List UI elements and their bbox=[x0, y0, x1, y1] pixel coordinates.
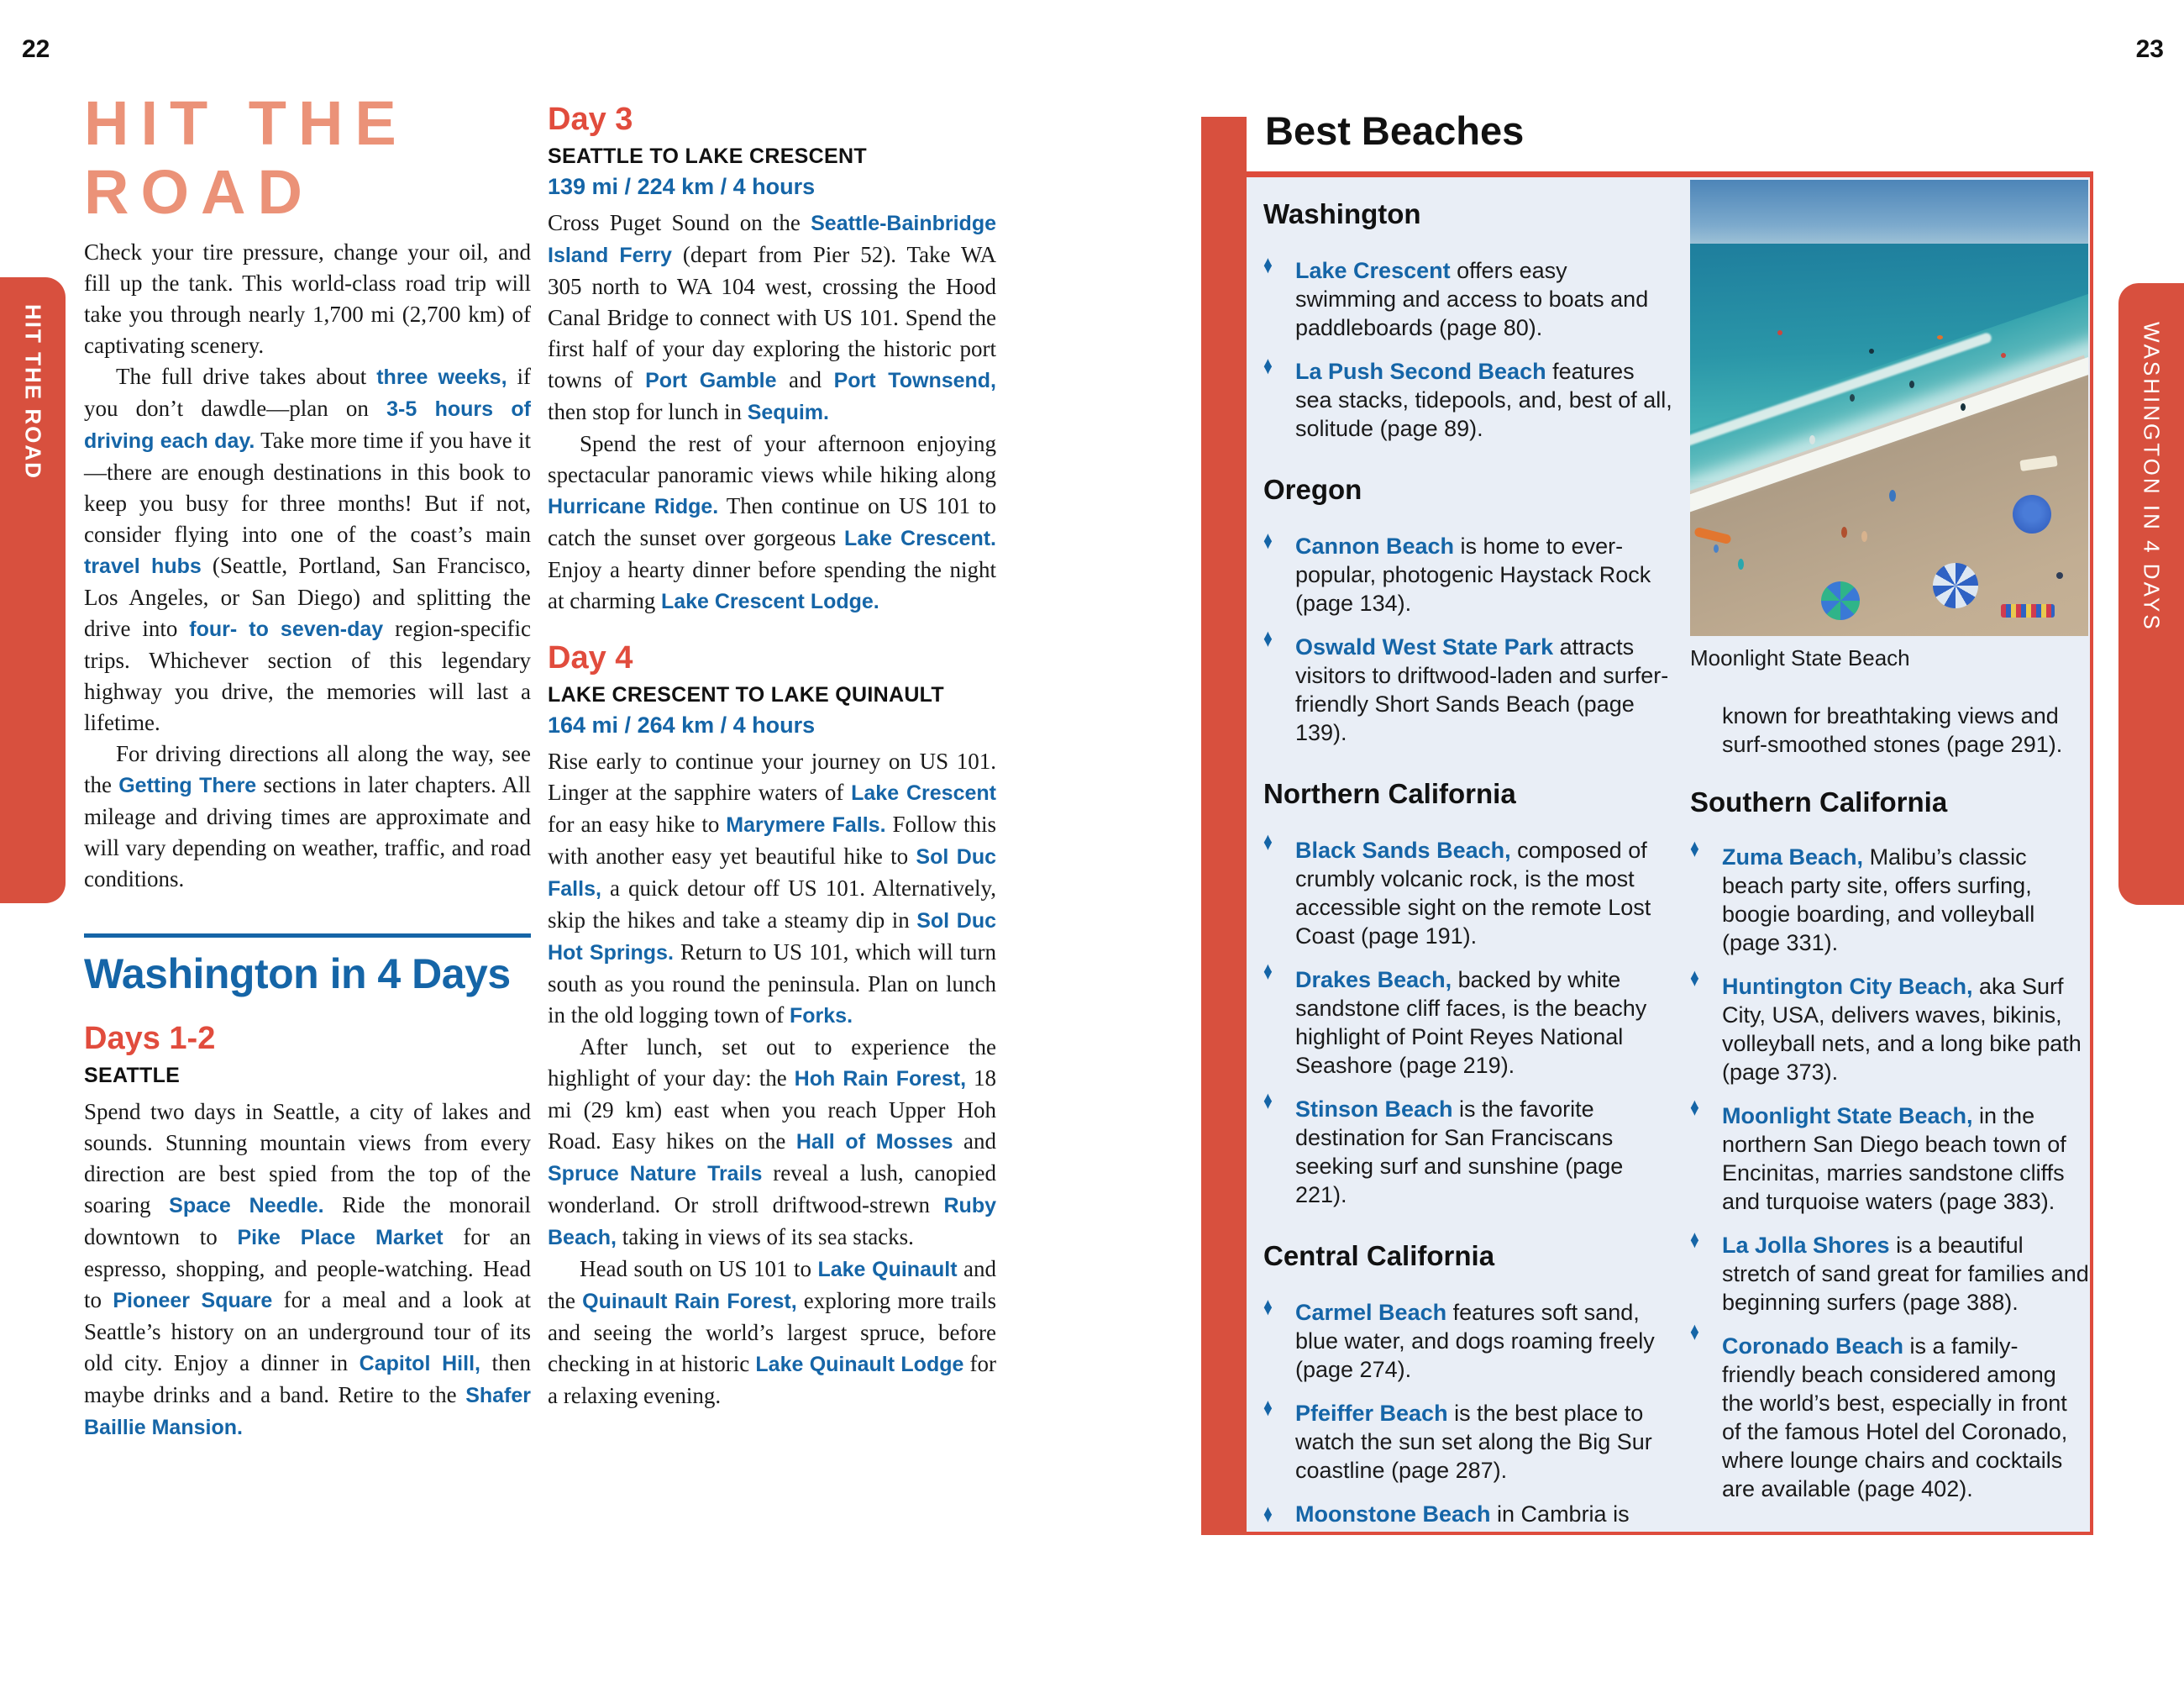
body-text: for a meal and a look at Seattle’s history on an underground tour of its old city. Enjoy a dinner in bbox=[84, 1287, 531, 1375]
beach-name: Cannon Beach bbox=[1295, 534, 1455, 559]
diamond-bullet-icon: ♦ bbox=[1690, 834, 1699, 863]
highlight-text: Space Needle. bbox=[169, 1194, 324, 1217]
beach-item bbox=[1690, 1225, 2090, 1317]
body-text: (depart from Pier 52). Take WA 305 north to WA 104 west, crossing the Hood Canal Bridge to connect with US 101. Spend the first half of your day exploring the historic port towns of bbox=[548, 242, 996, 392]
beach-name: Lake Crescent bbox=[1295, 258, 1451, 283]
body-text: then stop for lunch in bbox=[548, 399, 748, 424]
diamond-bullet-icon: ♦ bbox=[1263, 828, 1273, 856]
day-3-paragraph-2 bbox=[548, 429, 996, 618]
beach-name: Moonstone Beach bbox=[1295, 1501, 1491, 1527]
section-tab-right-label: WASHINGTON IN 4 DAYS bbox=[2139, 322, 2165, 632]
day-4-subhead: LAKE CRESCENT TO LAKE QUINAULT bbox=[548, 683, 944, 707]
body-text: Check your tire pressure, change your oil, and fill up the tank. This world-class road trip will take you through nearly 1,700 mi (2,700 km) of captivating scenery. bbox=[84, 239, 531, 358]
day-3-label: Day 3 bbox=[548, 102, 633, 137]
highlight-text: Pike Place Market bbox=[237, 1226, 444, 1249]
body-text: then maybe drinks and a band. Retire to the bbox=[84, 1350, 531, 1407]
highlight-text: Quinault Rain Forest, bbox=[582, 1290, 797, 1313]
body-text: The full drive takes about bbox=[116, 364, 377, 389]
body-text: Follow this with another easy yet beautiful hike to bbox=[548, 812, 996, 869]
body-text: a quick detour off US 101. Alternatively, skip the hikes and take a steamy dip in bbox=[548, 875, 996, 933]
days-1-2-paragraph bbox=[84, 1096, 531, 1443]
oregon-beach-list bbox=[1263, 526, 1673, 747]
beach-item-text: La Push Second Beach features sea stacks, tidepools, and, best of all, solitude (page 89). bbox=[1295, 359, 1672, 441]
beach-item bbox=[1263, 624, 1673, 747]
body-text: and bbox=[776, 367, 834, 392]
highlight-text: Ruby Beach, bbox=[548, 1194, 996, 1249]
body-text: reveal a lush, canopied wonderland. Or stroll driftwood-strewn bbox=[548, 1160, 996, 1217]
region-heading-central-california: Central California bbox=[1263, 1240, 1495, 1271]
highlight-text: Lake Quinault Lodge bbox=[755, 1353, 964, 1376]
region-heading-southern-california: Southern California bbox=[1690, 786, 1948, 818]
best-beaches-title: Best Beaches bbox=[1265, 108, 1525, 153]
highlight-text: Sol Duc Hot Springs. bbox=[548, 909, 996, 965]
beach-name: Drakes Beach, bbox=[1295, 967, 1452, 992]
highlight-text: three weeks, bbox=[376, 365, 507, 389]
section-tab-washington-in-4-days bbox=[2118, 283, 2184, 905]
body-text: for a relaxing evening. bbox=[548, 1351, 996, 1408]
beach-item-text: Zuma Beach, Malibu’s classic beach party site, offers surfing, boogie boarding, and volleyball (page 331). bbox=[1722, 844, 2035, 955]
best-beaches-box bbox=[1247, 177, 2093, 1535]
diamond-bullet-icon: ♦ bbox=[1263, 1086, 1273, 1115]
region-heading-washington: Washington bbox=[1263, 198, 1421, 229]
diamond-bullet-icon: ♦ bbox=[1263, 351, 1273, 380]
diamond-bullet-icon: ♦ bbox=[1690, 964, 1699, 992]
southern-california-beach-list bbox=[1690, 834, 2090, 1503]
beach-name: Stinson Beach bbox=[1295, 1096, 1453, 1122]
highlight-text: Capitol Hill, bbox=[359, 1352, 480, 1375]
body-text: Enjoy a hearty dinner before spending the night at charming bbox=[548, 557, 996, 613]
body-text: exploring more trails and seeing the world’s largest spruce, before checking in at historic bbox=[548, 1288, 996, 1376]
diamond-bullet-icon: ♦ bbox=[1690, 1225, 1699, 1254]
photo-caption: Moonlight State Beach bbox=[1690, 645, 1910, 670]
diamond-bullet-icon: ♦ bbox=[1263, 250, 1273, 279]
body-text: Then continue on US 101 to catch the sunset over gorgeous bbox=[548, 493, 996, 550]
days-1-2-subhead: SEATTLE bbox=[84, 1064, 181, 1087]
intro-paragraph-1 bbox=[84, 237, 531, 361]
blue-umbrella-icon bbox=[2013, 495, 2051, 534]
section-tab-left-label: HIT THE ROAD bbox=[20, 304, 46, 480]
body-text: and the bbox=[548, 1256, 997, 1313]
highlight-text: Shafer Baillie Mansion. bbox=[84, 1384, 531, 1439]
beach-name: Zuma Beach, bbox=[1722, 844, 1864, 870]
day-4-paragraph-2 bbox=[548, 1032, 996, 1254]
beach-item bbox=[1263, 1393, 1673, 1485]
beach-item bbox=[1263, 526, 1673, 618]
region-heading-oregon: Oregon bbox=[1263, 474, 1362, 505]
highlight-text: travel hubs bbox=[84, 555, 202, 578]
beach-name: Moonlight State Beach, bbox=[1722, 1103, 1973, 1128]
beach-name: Coronado Beach bbox=[1722, 1333, 1904, 1359]
day-4-label: Day 4 bbox=[548, 640, 633, 676]
diamond-bullet-icon: ♦ bbox=[1263, 526, 1273, 555]
beach-item-text: Lake Crescent offers easy swimming and access to boats and paddleboards (page 80). bbox=[1295, 258, 1649, 340]
body-text: Head south on US 101 to bbox=[580, 1256, 818, 1281]
beach-item-text: Moonlight State Beach, in the northern San Diego beach town of Encinitas, marries sandstone cliffs and turquoise waters (page 383). bbox=[1722, 1103, 2066, 1214]
beach-item-text: Huntington City Beach, aka Surf City, USA, delivers waves, bikinis, volleyball nets, and a long bike path (page 373). bbox=[1722, 974, 2082, 1085]
day-4-distance: 164 mi / 264 km / 4 hours bbox=[548, 712, 816, 738]
beach-item-text: Cannon Beach is home to ever-popular, photogenic Haystack Rock (page 134). bbox=[1295, 534, 1651, 616]
beach-item bbox=[1263, 957, 1673, 1080]
highlight-text: Spruce Nature Trails bbox=[548, 1162, 763, 1186]
intro-paragraph-3 bbox=[84, 739, 531, 895]
beach-item bbox=[1263, 250, 1673, 342]
itinerary-title: Washington in 4 Days bbox=[84, 950, 511, 997]
beach-item bbox=[1263, 1086, 1673, 1209]
beach-item-text: Black Sands Beach, composed of crumbly volcanic rock, is the most accessible sight on the remote Lost Coast (page 191). bbox=[1295, 838, 1651, 949]
beach-item bbox=[1690, 964, 2090, 1086]
moonstone-beach-continuation: known for breathtaking views and surf-smoothed stones (page 291). bbox=[1722, 703, 2063, 757]
box-accent-bar bbox=[1201, 117, 1247, 1535]
beach-item bbox=[1690, 1093, 2090, 1216]
day-3-paragraph-1 bbox=[548, 208, 996, 429]
beach-item-text: Oswald West State Park attracts visitors to driftwood-laden and surfer-friendly Short Sands Beach (page 139). bbox=[1295, 634, 1669, 745]
body-text: After lunch, set out to experience the highlight of your day: the bbox=[548, 1034, 996, 1091]
body-text: and bbox=[953, 1128, 996, 1154]
beach-photo bbox=[1690, 180, 2088, 636]
green-umbrella-icon bbox=[1821, 581, 1860, 620]
beach-name: La Jolla Shores bbox=[1722, 1233, 1890, 1258]
body-text: 18 mi (29 km) east when you reach Upper Hoh Road. Easy hikes on the bbox=[548, 1065, 997, 1154]
beach-item bbox=[1690, 834, 2090, 957]
beach-name: Carmel Beach bbox=[1295, 1300, 1447, 1325]
beach-item bbox=[1263, 351, 1673, 443]
highlight-text: Forks. bbox=[789, 1004, 853, 1028]
day-4-paragraph-3 bbox=[548, 1254, 996, 1412]
beach-item bbox=[1263, 1292, 1673, 1384]
body-text: Cross Puget Sound on the bbox=[548, 210, 811, 235]
days-1-2-label: Days 1-2 bbox=[84, 1021, 216, 1056]
diamond-bullet-icon: ♦ bbox=[1263, 624, 1273, 653]
chapter-title bbox=[84, 89, 408, 227]
beach-name: Pfeiffer Beach bbox=[1295, 1401, 1448, 1426]
chapter-title-line2: ROAD bbox=[84, 157, 314, 227]
beaches-column-left bbox=[1263, 199, 1673, 1528]
body-text: for an espresso, shopping, and people-watching. Head to bbox=[84, 1224, 532, 1312]
body-text: sections in later chapters. All mileage and driving times are approximate and will vary depending on weather, traffic, and road conditions. bbox=[84, 772, 531, 891]
body-text: (Seattle, Portland, San Francisco, Los Angeles, or San Diego) and splitting the drive into bbox=[84, 553, 531, 641]
beach-item bbox=[1263, 1500, 1673, 1528]
body-text: for an easy hike to bbox=[548, 812, 727, 837]
highlight-text: Lake Quinault bbox=[817, 1258, 958, 1281]
region-heading-northern-california: Northern California bbox=[1263, 778, 1516, 809]
beach-name: Oswald West State Park bbox=[1295, 634, 1554, 660]
highlight-text: Sol Duc Falls, bbox=[548, 845, 996, 901]
day-3-distance: 139 mi / 224 km / 4 hours bbox=[548, 174, 816, 199]
highlight-text: 3-5 hours of driving each day. bbox=[84, 397, 531, 453]
highlight-text: Port Townsend, bbox=[833, 369, 997, 392]
photo-sky bbox=[1690, 180, 2088, 244]
highlight-text: Sequim. bbox=[747, 401, 829, 424]
beach-item-text: Stinson Beach is the favorite destination for San Franciscans seeking surf and sunshine (page 221). bbox=[1295, 1096, 1624, 1207]
beach-name: La Push Second Beach bbox=[1295, 359, 1546, 384]
washington-beach-list bbox=[1263, 250, 1673, 443]
left-page-column-2 bbox=[548, 103, 996, 1412]
intro-paragraph-2 bbox=[84, 361, 531, 739]
diamond-bullet-icon: ♦ bbox=[1690, 1093, 1699, 1122]
body-text: taking in views of its sea stacks. bbox=[616, 1224, 914, 1249]
highlight-text: Hurricane Ridge. bbox=[548, 495, 719, 518]
section-tab-hit-the-road bbox=[0, 277, 66, 903]
highlight-text: Hoh Rain Forest, bbox=[794, 1067, 967, 1091]
day-3-subhead: SEATTLE TO LAKE CRESCENT bbox=[548, 145, 867, 168]
body-text: region-specific trips. Whichever section of this legendary highway you drive, the memories will last a lifetime. bbox=[84, 616, 532, 735]
box-title-rule bbox=[1247, 171, 2093, 177]
body-text: Spend the rest of your afternoon enjoying spectacular panoramic views while hiking along bbox=[548, 431, 996, 487]
beach-name: Black Sands Beach, bbox=[1295, 838, 1511, 863]
body-text: Take more time if you have it—there are enough destinations in this book to keep you busy for three months! But if not, consider flying into one of the coast’s main bbox=[84, 428, 532, 547]
highlight-text: four- to seven-day bbox=[189, 618, 384, 641]
patterned-umbrella-icon bbox=[1933, 563, 1978, 608]
beach-item-text: Carmel Beach features soft sand, blue water, and dogs roaming freely (page 274). bbox=[1295, 1300, 1655, 1382]
page-number-left: 22 bbox=[22, 35, 50, 63]
body-text: For driving directions all along the way, see the bbox=[84, 741, 531, 797]
highlight-text: Marymere Falls. bbox=[726, 813, 886, 837]
beach-item-text: Drakes Beach, backed by white sandstone cliff faces, is the beachy highlight of Point Reyes National Seashore (page 219). bbox=[1295, 967, 1647, 1078]
diamond-bullet-icon: ♦ bbox=[1263, 1393, 1273, 1422]
body-text: Spend two days in Seattle, a city of lakes and sounds. Stunning mountain views from every direction are best spied from the top of the soaring bbox=[84, 1099, 531, 1217]
highlight-text: Lake Crescent. bbox=[844, 527, 996, 550]
day-4-paragraph-1 bbox=[548, 746, 996, 1032]
body-text: Ride the monorail downtown to bbox=[84, 1192, 531, 1249]
highlight-text: Hall of Mosses bbox=[795, 1130, 953, 1154]
diamond-bullet-icon: ♦ bbox=[1690, 1317, 1699, 1346]
diamond-bullet-icon: ♦ bbox=[1263, 1292, 1273, 1321]
beach-item bbox=[1690, 1317, 2090, 1503]
body-text: if you don’t dawdle—plan on bbox=[84, 364, 532, 421]
beach-item-text: Pfeiffer Beach is the best place to watch the sun set along the Big Sur coastline (page 287). bbox=[1295, 1401, 1652, 1483]
highlight-text: Port Gamble bbox=[645, 369, 777, 392]
highlight-text: Lake Crescent bbox=[851, 781, 996, 805]
page-number-right: 23 bbox=[2135, 35, 2164, 63]
body-text: Rise early to continue your journey on US 101. Linger at the sapphire waters of bbox=[548, 749, 996, 805]
central-california-beach-list bbox=[1263, 1292, 1673, 1528]
striped-towel-icon bbox=[2001, 604, 2055, 618]
beach-item-text: Moonstone Beach in Cambria is bbox=[1295, 1501, 1630, 1527]
highlight-text: Seattle-Bainbridge Island Ferry bbox=[548, 212, 996, 267]
highlight-text: Pioneer Square bbox=[113, 1289, 273, 1312]
beach-item-text: La Jolla Shores is a beautiful stretch of sand great for families and beginning surfers (page 388). bbox=[1722, 1233, 2089, 1315]
itinerary-divider-rule bbox=[84, 933, 531, 938]
beach-name: Huntington City Beach, bbox=[1722, 974, 1973, 999]
highlight-text: Lake Crescent Lodge. bbox=[660, 590, 879, 613]
northern-california-beach-list bbox=[1263, 828, 1673, 1209]
left-page-column-1 bbox=[84, 237, 531, 1443]
diamond-bullet-icon: ♦ bbox=[1263, 1500, 1273, 1528]
highlight-text: Getting There bbox=[118, 774, 257, 797]
beach-item-text: Coronado Beach is a family-friendly beach considered among the world’s best, especially in front of the famous Hotel del Coronado, where lounge chairs and cocktails are available (page 402). bbox=[1722, 1333, 2068, 1501]
beach-item bbox=[1263, 828, 1673, 950]
diamond-bullet-icon: ♦ bbox=[1263, 957, 1273, 986]
body-text: Return to US 101, which will turn south as you round the peninsula. Plan on lunch in the old logging town of bbox=[548, 939, 997, 1028]
beaches-column-right bbox=[1690, 180, 2090, 1503]
chapter-title-line1: HIT THE bbox=[84, 88, 408, 158]
